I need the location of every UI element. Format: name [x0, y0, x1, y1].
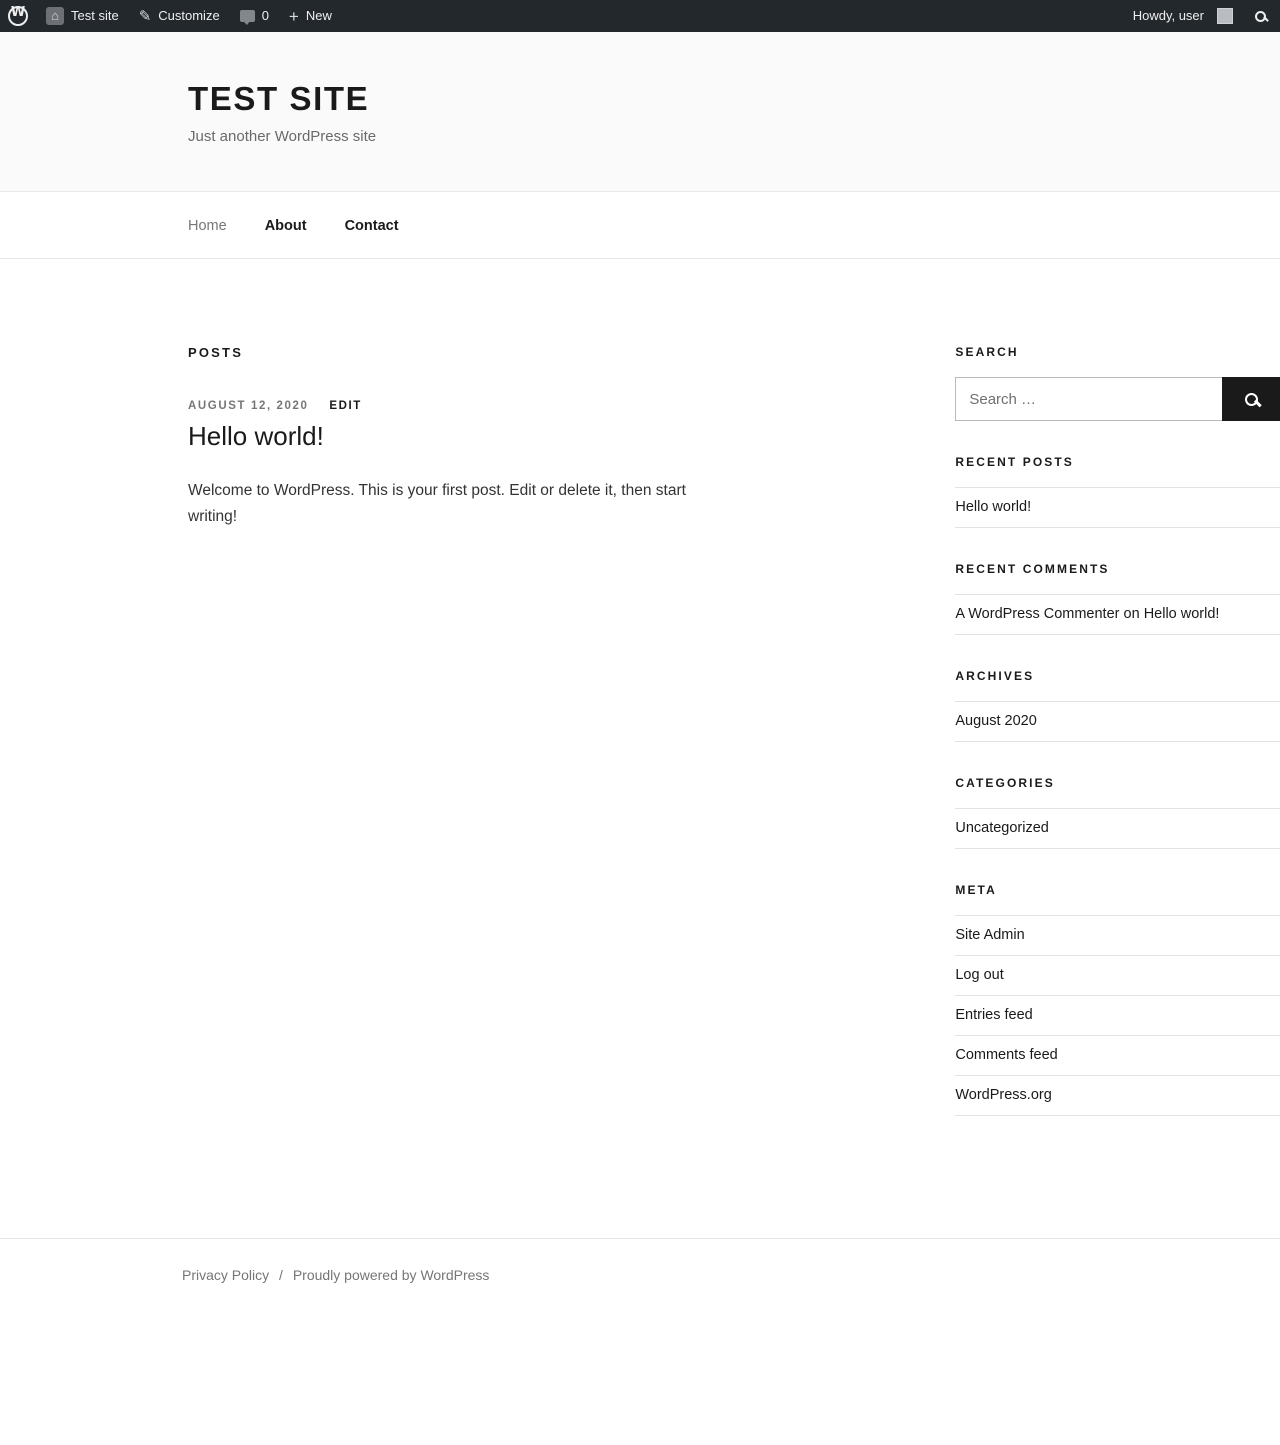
list-item: [955, 1076, 1280, 1116]
post-meta: [188, 400, 765, 412]
widget-recent-comments: [955, 562, 1280, 635]
admin-bar-site-name-label: Test site: [71, 8, 119, 23]
avatar: [1217, 8, 1233, 24]
wordpress-logo-icon: [8, 6, 28, 26]
widget-recent-comments-title: RECENT COMMENTS: [955, 562, 1110, 576]
admin-bar-comments[interactable]: [230, 0, 279, 32]
comment-author-link[interactable]: A WordPress Commenter: [955, 606, 1120, 622]
list-item: [955, 808, 1280, 849]
meta-list: [955, 915, 1280, 1116]
site-branding: [0, 80, 1280, 145]
search-icon: [1255, 11, 1266, 22]
sidebar: [955, 345, 1280, 1150]
meta-link-log-out[interactable]: Log out: [955, 967, 1004, 983]
wp-admin-bar: [0, 0, 1280, 32]
post-date[interactable]: AUGUST 12, 2020: [188, 400, 309, 412]
site-header: [0, 32, 1280, 192]
list-item: [955, 956, 1280, 996]
content-area: [0, 259, 1280, 1150]
admin-bar-customize-label: Customize: [158, 8, 220, 23]
widget-recent-posts: [955, 455, 1280, 528]
widget-meta: [955, 883, 1280, 1116]
admin-bar-search-button[interactable]: [1243, 0, 1280, 32]
post-title[interactable]: Hello world!: [188, 421, 324, 451]
widget-categories: [955, 776, 1280, 849]
search-submit-button[interactable]: [1222, 377, 1280, 421]
admin-bar-customize[interactable]: [129, 0, 230, 32]
recent-comments-list: [955, 594, 1280, 635]
site-title[interactable]: TEST SITE: [188, 80, 370, 117]
widget-archives-title: ARCHIVES: [955, 669, 1035, 683]
admin-bar-my-account[interactable]: [1123, 0, 1243, 32]
list-item: [955, 594, 1280, 635]
admin-bar-right-group: [1123, 0, 1280, 32]
wordpress-credit-link[interactable]: Proudly powered by WordPress: [292, 1267, 490, 1283]
search-input[interactable]: [955, 377, 1222, 421]
primary-navigation: [0, 192, 1280, 259]
nav-item-home[interactable]: Home: [188, 217, 227, 234]
howdy-label: Howdy, user: [1132, 8, 1204, 23]
search-form: [955, 377, 1280, 421]
recent-posts-list: [955, 487, 1280, 528]
list-item: [955, 701, 1280, 742]
admin-bar-comments-count: 0: [261, 8, 269, 23]
comment-on-word: on: [1123, 606, 1140, 622]
widget-recent-posts-title: RECENT POSTS: [955, 455, 1074, 469]
archives-list: [955, 701, 1280, 742]
page-title: POSTS: [188, 345, 244, 360]
widget-archives: [955, 669, 1280, 742]
post-edit-link[interactable]: EDIT: [329, 400, 362, 412]
list-item: [955, 1036, 1280, 1076]
nav-item-about[interactable]: About: [264, 217, 307, 234]
post-excerpt: Welcome to WordPress. This is your first post. Edit or delete it, then start writing!: [188, 482, 686, 525]
admin-bar-site-name[interactable]: [36, 0, 129, 32]
footer-credits: [0, 1267, 1280, 1283]
widget-search-title: SEARCH: [955, 345, 1019, 359]
admin-bar-new-label: New: [305, 8, 332, 23]
site-description: Just another WordPress site: [188, 128, 377, 145]
nav-item-contact[interactable]: Contact: [344, 217, 399, 234]
list-item: [955, 915, 1280, 956]
pencil-icon: ✎: [138, 8, 152, 25]
post-article: [188, 400, 765, 529]
meta-link-wordpress-org[interactable]: WordPress.org: [955, 1087, 1052, 1103]
comment-bubble-icon: [240, 10, 255, 22]
site-footer: [0, 1238, 1280, 1283]
comment-post-link[interactable]: Hello world!: [1143, 606, 1220, 622]
admin-bar-wp-logo[interactable]: [0, 0, 36, 32]
footer-separator: /: [279, 1267, 283, 1283]
main-content: [188, 345, 765, 1150]
meta-link-site-admin[interactable]: Site Admin: [955, 927, 1025, 943]
search-icon: [1245, 393, 1258, 406]
archive-link[interactable]: August 2020: [955, 713, 1037, 729]
admin-bar-new-content[interactable]: [279, 0, 342, 32]
widget-meta-title: META: [955, 883, 997, 897]
meta-link-entries-feed[interactable]: Entries feed: [955, 1007, 1033, 1023]
recent-post-link[interactable]: Hello world!: [955, 499, 1032, 515]
home-icon: [46, 7, 64, 25]
widget-search: [955, 345, 1280, 421]
privacy-policy-link[interactable]: Privacy Policy: [182, 1267, 270, 1283]
widget-categories-title: CATEGORIES: [955, 776, 1055, 790]
category-link[interactable]: Uncategorized: [955, 820, 1049, 836]
plus-icon: +: [288, 6, 299, 26]
meta-link-comments-feed[interactable]: Comments feed: [955, 1047, 1058, 1063]
list-item: [955, 487, 1280, 528]
list-item: [955, 996, 1280, 1036]
categories-list: [955, 808, 1280, 849]
